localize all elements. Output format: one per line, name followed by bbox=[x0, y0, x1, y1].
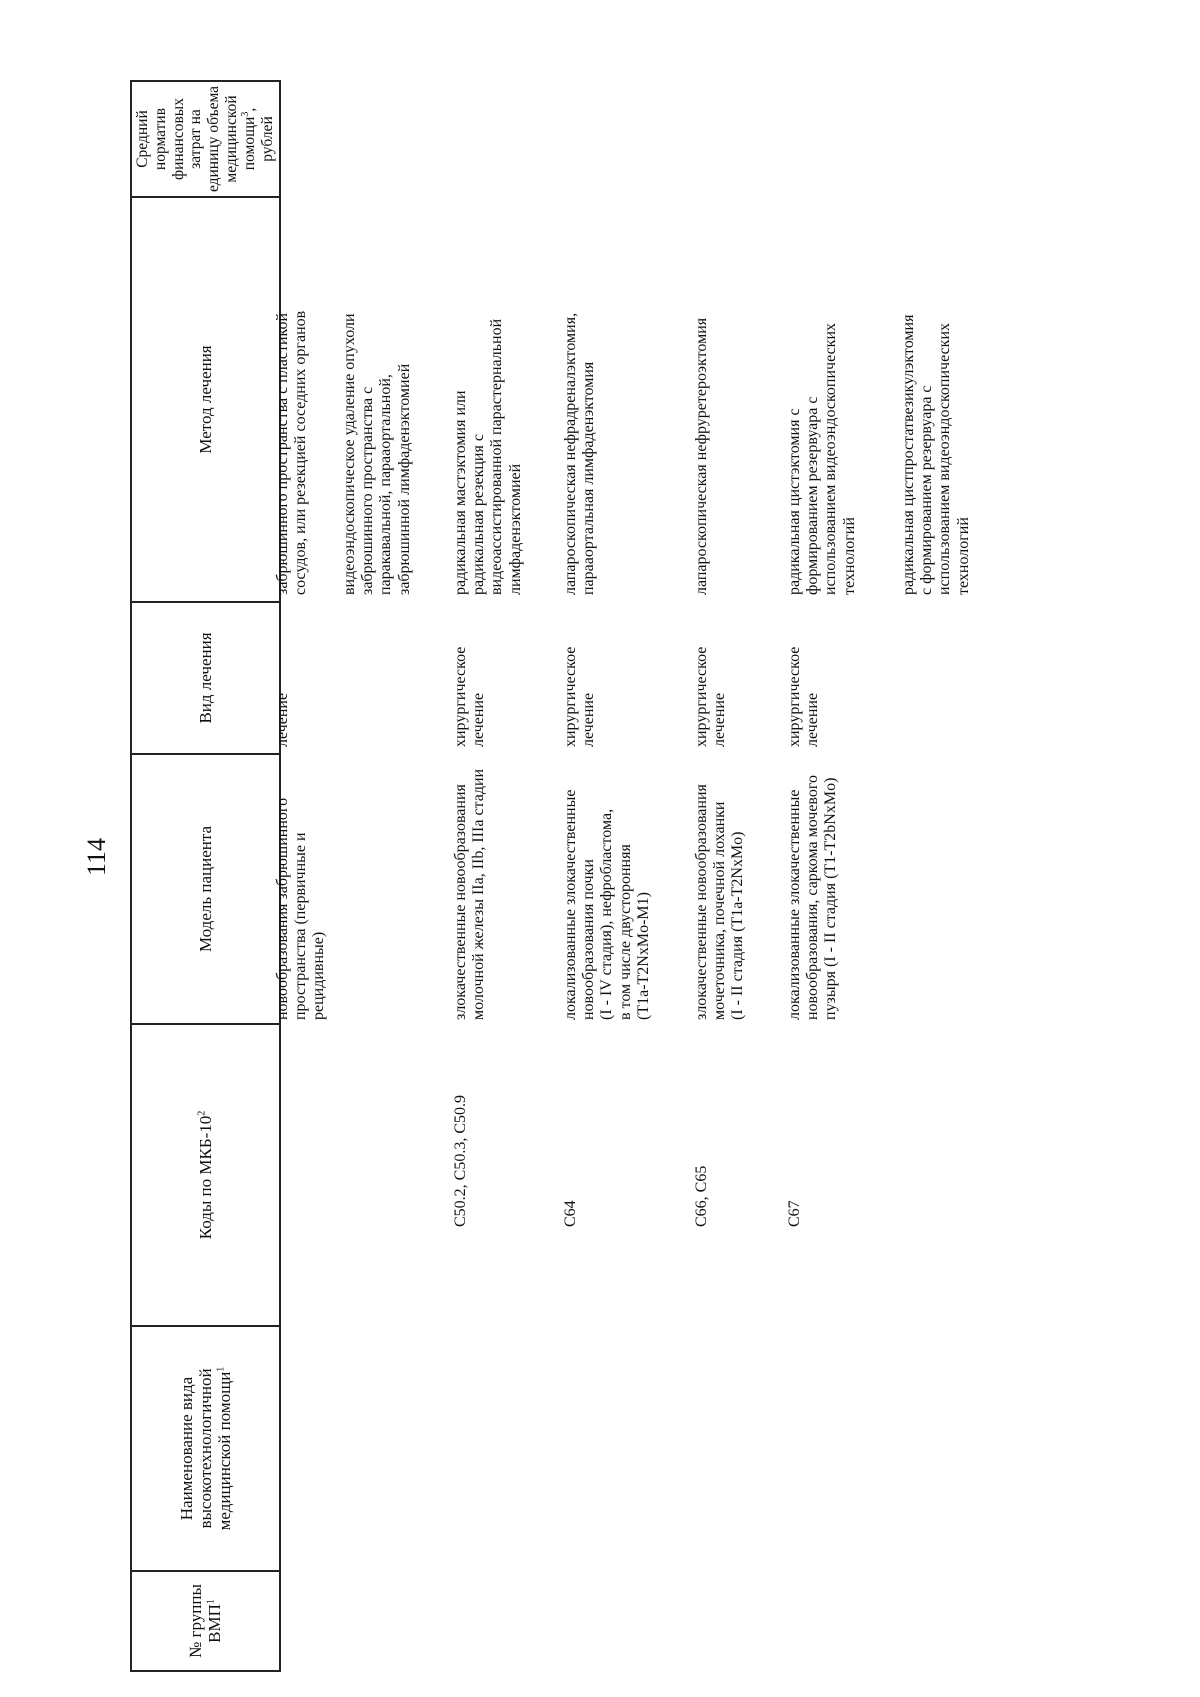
header-care-type-name: Наименование вида высокотехнологичной медицинской помощи$^1$ bbox=[131, 1326, 280, 1571]
header-treatment-method: Метод лечения bbox=[131, 197, 280, 602]
document-page bbox=[0, 57, 1200, 1697]
treatment-method-cell: лапароскопическая нефрадреналэктомия, парааортальная лимфаденэктомия bbox=[562, 312, 598, 595]
patient-model-cell: злокачественные новообразования мочеточника, почечной лоханки (I - II стадия (T1a-T2NxMo) bbox=[693, 784, 747, 1020]
patient-model-cell: новообразования забрюшинного пространства (первичные и рецидивные) bbox=[274, 797, 328, 1020]
patient-model-cell: злокачественные новообразования молочной железы IIa, IIb, IIIa стадии bbox=[452, 768, 488, 1020]
icd-codes-cell: C67 bbox=[786, 1200, 803, 1227]
header-group-number: № группы ВМП$^1$ bbox=[131, 1571, 280, 1671]
table-header bbox=[130, 80, 281, 1672]
page-number: 114 bbox=[82, 837, 111, 877]
patient-model-cell: локализованные злокачественные новообразования почки (I - IV стадия), нефробластома, в том числе двусторонняя (T1a-T2NxMo-M1) bbox=[562, 789, 652, 1020]
header-cost-standard: Средний норматив финансовых затрат на единицу объема медицинской помощи$^3$, рублей bbox=[131, 81, 280, 197]
treatment-type-cell: хирургическое лечение bbox=[452, 646, 488, 747]
treatment-method-cell: забрюшинного пространства с пластикой сосудов, или резекцией соседних органов bbox=[274, 310, 310, 595]
treatment-method-cell: лапароскопическая нефруретероэктомия bbox=[693, 317, 710, 595]
treatment-method-cell: радикальная цистпростатвезикулэктомия с формированием резервуара с использованием видеоэндоскопических технологий bbox=[900, 314, 972, 595]
header-icd-codes: Коды по МКБ-$10^2$ bbox=[131, 1024, 280, 1326]
treatment-method-cell: радикальная цистэктомия с формированием резервуара с использованием видеоэндоскопических технологий bbox=[786, 322, 858, 595]
treatment-type-cell: хирургическое лечение bbox=[562, 646, 598, 747]
treatment-type-cell: лечение bbox=[274, 692, 291, 747]
icd-codes-cell: C66, C65 bbox=[693, 1165, 710, 1227]
treatment-method-cell: радикальная мастэктомия или радикальная резекция с видеоассистированной парастернальной лимфаденэктомией bbox=[452, 318, 524, 595]
patient-model-cell: локализованные злокачественные новообразования, саркома мочевого пузыря (I - II стадия (T1-T2bNxMo) bbox=[786, 774, 840, 1020]
treatment-method-cell: видеоэндоскопическое удаление опухоли забрюшинного пространства с паракавальной, парааортальной, забрюшинной лимфаденэктомией bbox=[341, 313, 413, 595]
treatment-type-cell: хирургическое лечение bbox=[786, 646, 822, 747]
treatment-type-cell: хирургическое лечение bbox=[693, 646, 729, 747]
icd-codes-cell: C50.2, C50.3, C50.9 bbox=[452, 1094, 469, 1227]
header-patient-model: Модель пациента bbox=[131, 754, 280, 1024]
icd-codes-cell: C64 bbox=[562, 1200, 579, 1227]
header-treatment-type: Вид лечения bbox=[131, 602, 280, 754]
